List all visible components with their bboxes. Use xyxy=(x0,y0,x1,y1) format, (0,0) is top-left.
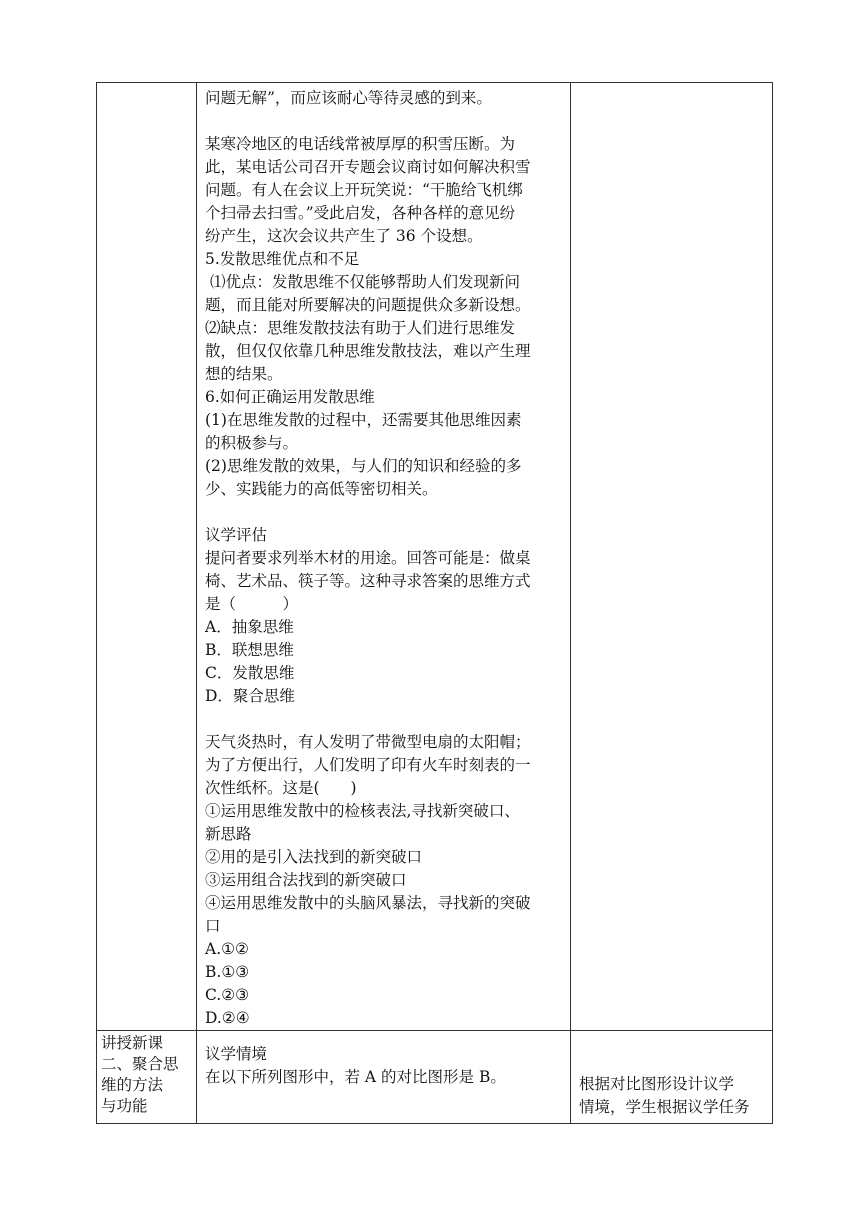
content-line: ③运用组合法找到的新突破口 xyxy=(205,871,407,889)
content-line: 问题。有人在会议上开玩笑说：“干脆给飞机绑 xyxy=(205,181,523,199)
design-intent-cell xyxy=(571,83,773,1031)
content-line: A．抽象思维 xyxy=(205,618,294,636)
content-line: (2)思维发散的效果，与人们的知识和经验的多 xyxy=(205,457,522,475)
blank-line xyxy=(205,110,564,133)
stage-line: 讲授新课 xyxy=(101,1034,164,1052)
content-line: 题，而且能对所要解决的问题提供众多新设想。 xyxy=(205,296,531,314)
content-line: 6.如何正确运用发散思维 xyxy=(205,388,375,406)
blank-line xyxy=(205,501,564,524)
content-line: 想的结果。 xyxy=(205,365,283,383)
content-line: 议学评估 xyxy=(205,526,268,544)
stage-label xyxy=(97,1031,196,1117)
table-row xyxy=(97,1031,773,1124)
content-line: ⑴优点：发散思维不仅能够帮助人们发现新问 xyxy=(205,273,520,291)
stage-cell xyxy=(97,1031,197,1124)
content-line: 此，某电话公司召开专题会议商讨如何解决积雪 xyxy=(205,158,531,176)
content-line: 问题无解”，而应该耐心等待灵感的到来。 xyxy=(205,89,492,107)
content-line: (1)在思维发散的过程中，还需要其他思维因素 xyxy=(205,411,522,429)
blank-line xyxy=(205,708,564,731)
content-line: ②用的是引入法找到的新突破口 xyxy=(205,848,423,866)
content-cell xyxy=(197,1031,571,1124)
content-text xyxy=(197,1031,570,1089)
content-line: 某寒冷地区的电话线常被厚厚的积雪压断。为 xyxy=(205,135,516,153)
intent-line: 根据对比图形设计议学 xyxy=(579,1075,735,1093)
content-line: 天气炎热时，有人发明了带微型电扇的太阳帽； xyxy=(205,733,531,751)
content-line: 5.发散思维优点和不足 xyxy=(205,250,360,268)
content-line: 少、实践能力的高低等密切相关。 xyxy=(205,480,438,498)
design-intent-text xyxy=(571,1031,772,1119)
content-line: B．联想思维 xyxy=(205,641,294,659)
content-line: 椅、艺术品、筷子等。这种寻求答案的思维方式 xyxy=(205,572,531,590)
content-line: 在以下所列图形中，若 A 的对比图形是 B。 xyxy=(205,1068,506,1086)
content-line: ④运用思维发散中的头脑风暴法，寻找新的突破 xyxy=(205,894,531,912)
content-line: ⑵缺点：思维发散技法有助于人们进行思维发 xyxy=(205,319,516,337)
content-line: B.①③ xyxy=(205,963,250,981)
content-line: 散，但仅仅依靠几种思维发散技法，难以产生理 xyxy=(205,342,531,360)
stage-cell xyxy=(97,83,197,1031)
content-line: D.②④ xyxy=(205,1009,250,1027)
lesson-plan-table xyxy=(96,82,773,1124)
content-text xyxy=(197,83,570,1030)
content-line: 为了方便出行，人们发明了印有火车时刻表的一 xyxy=(205,756,531,774)
stage-line: 二、聚合思 xyxy=(101,1055,179,1073)
content-line: 纷产生，这次会议共产生了 36 个设想。 xyxy=(205,227,483,245)
content-line: 议学情境 xyxy=(205,1045,268,1063)
content-line: 的积极参与。 xyxy=(205,434,299,452)
content-line: 新思路 xyxy=(205,825,252,843)
stage-line: 与功能 xyxy=(101,1097,148,1115)
content-line: 是（ ） xyxy=(205,595,299,613)
content-line: 口 xyxy=(205,917,221,935)
content-line: 次性纸杯。这是( ) xyxy=(205,779,357,797)
content-line: ①运用思维发散中的检核表法,寻找新突破口、 xyxy=(205,802,520,820)
design-intent-cell xyxy=(571,1031,773,1124)
content-line: C．发散思维 xyxy=(205,664,295,682)
content-line: A.①② xyxy=(205,940,249,958)
intent-line: 情境，学生根据议学任务 xyxy=(579,1098,750,1116)
content-cell xyxy=(197,83,571,1031)
stage-line: 维的方法 xyxy=(101,1076,164,1094)
table-row xyxy=(97,83,773,1031)
content-line: C.②③ xyxy=(205,986,250,1004)
content-line: 提问者要求列举木材的用途。回答可能是：做桌 xyxy=(205,549,531,567)
content-line: D．聚合思维 xyxy=(205,687,295,705)
content-line: 个扫帚去扫雪。”受此启发，各种各样的意见纷 xyxy=(205,204,516,222)
